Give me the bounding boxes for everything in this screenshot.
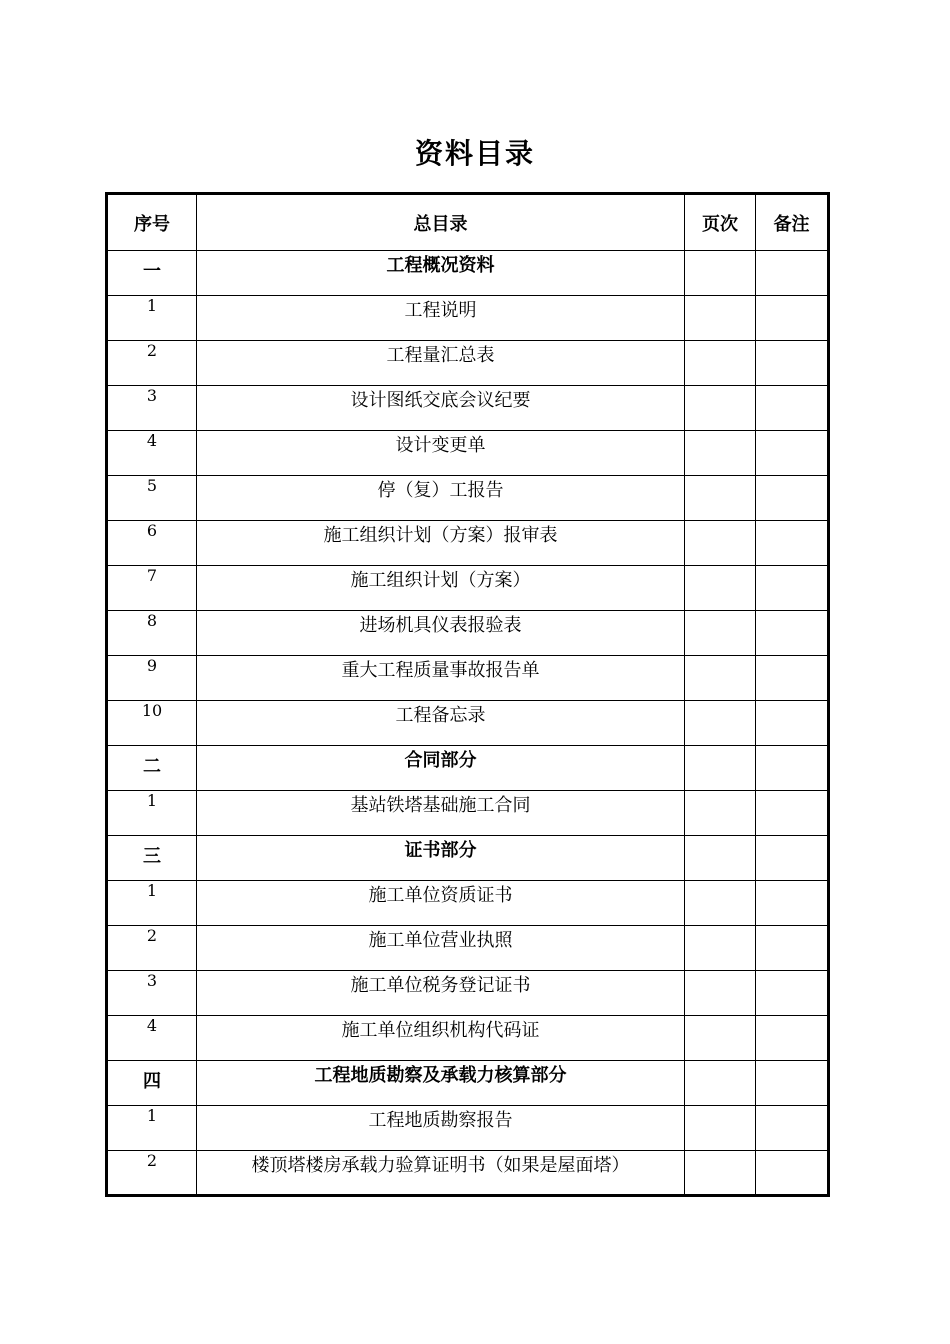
page-cell bbox=[685, 1016, 756, 1061]
header-page: 页次 bbox=[685, 194, 756, 251]
note-cell bbox=[756, 656, 829, 701]
row-index: 2 bbox=[107, 341, 197, 386]
table-row bbox=[107, 431, 829, 476]
row-index: 2 bbox=[107, 926, 197, 971]
table-row bbox=[107, 656, 829, 701]
row-index: 1 bbox=[107, 881, 197, 926]
item-title: 基站铁塔基础施工合同 bbox=[197, 791, 685, 836]
table-row bbox=[107, 476, 829, 521]
item-title: 施工单位资质证书 bbox=[197, 881, 685, 926]
note-cell bbox=[756, 971, 829, 1016]
section-row bbox=[107, 1061, 829, 1106]
item-title: 停（复）工报告 bbox=[197, 476, 685, 521]
table-row bbox=[107, 566, 829, 611]
table-row bbox=[107, 1016, 829, 1061]
row-index: 6 bbox=[107, 521, 197, 566]
note-cell bbox=[756, 341, 829, 386]
row-index: 3 bbox=[107, 386, 197, 431]
section-title: 证书部分 bbox=[197, 836, 685, 881]
table-row bbox=[107, 791, 829, 836]
page-cell bbox=[685, 566, 756, 611]
header-index: 序号 bbox=[107, 194, 197, 251]
page-cell bbox=[685, 656, 756, 701]
page-cell bbox=[685, 1151, 756, 1196]
page-cell bbox=[685, 251, 756, 296]
item-title: 设计变更单 bbox=[197, 431, 685, 476]
table-row bbox=[107, 1151, 829, 1196]
row-index: 3 bbox=[107, 971, 197, 1016]
table-row bbox=[107, 611, 829, 656]
page-cell bbox=[685, 521, 756, 566]
page-cell bbox=[685, 1106, 756, 1151]
row-index: 2 bbox=[107, 1151, 197, 1196]
note-cell bbox=[756, 296, 829, 341]
section-row bbox=[107, 836, 829, 881]
item-title: 工程地质勘察报告 bbox=[197, 1106, 685, 1151]
note-cell bbox=[756, 701, 829, 746]
page-cell bbox=[685, 431, 756, 476]
note-cell bbox=[756, 926, 829, 971]
item-title: 施工组织计划（方案）报审表 bbox=[197, 521, 685, 566]
row-index: 1 bbox=[107, 791, 197, 836]
section-title: 合同部分 bbox=[197, 746, 685, 791]
row-index: 10 bbox=[107, 701, 197, 746]
note-cell bbox=[756, 476, 829, 521]
page-cell bbox=[685, 881, 756, 926]
row-index: 7 bbox=[107, 566, 197, 611]
item-title: 工程说明 bbox=[197, 296, 685, 341]
table-row bbox=[107, 521, 829, 566]
note-cell bbox=[756, 1151, 829, 1196]
row-index: 一 bbox=[107, 251, 197, 296]
catalog-table bbox=[105, 192, 830, 1197]
note-cell bbox=[756, 791, 829, 836]
page-cell bbox=[685, 746, 756, 791]
section-title: 工程地质勘察及承载力核算部分 bbox=[197, 1061, 685, 1106]
note-cell bbox=[756, 386, 829, 431]
header-catalog: 总目录 bbox=[197, 194, 685, 251]
row-index: 9 bbox=[107, 656, 197, 701]
row-index: 四 bbox=[107, 1061, 197, 1106]
note-cell bbox=[756, 1016, 829, 1061]
table-row bbox=[107, 881, 829, 926]
item-title: 楼顶塔楼房承载力验算证明书（如果是屋面塔） bbox=[197, 1151, 685, 1196]
page-cell bbox=[685, 341, 756, 386]
row-index: 8 bbox=[107, 611, 197, 656]
row-index: 1 bbox=[107, 296, 197, 341]
note-cell bbox=[756, 566, 829, 611]
item-title: 工程量汇总表 bbox=[197, 341, 685, 386]
section-row bbox=[107, 251, 829, 296]
note-cell bbox=[756, 1061, 829, 1106]
header-note: 备注 bbox=[756, 194, 829, 251]
section-title: 工程概况资料 bbox=[197, 251, 685, 296]
note-cell bbox=[756, 431, 829, 476]
table-row bbox=[107, 926, 829, 971]
page-cell bbox=[685, 926, 756, 971]
page-cell bbox=[685, 611, 756, 656]
note-cell bbox=[756, 521, 829, 566]
section-row bbox=[107, 746, 829, 791]
note-cell bbox=[756, 1106, 829, 1151]
note-cell bbox=[756, 746, 829, 791]
row-index: 二 bbox=[107, 746, 197, 791]
table-row bbox=[107, 701, 829, 746]
note-cell bbox=[756, 251, 829, 296]
page-cell bbox=[685, 971, 756, 1016]
page-cell bbox=[685, 701, 756, 746]
table-header-row bbox=[107, 194, 829, 251]
table-row bbox=[107, 1106, 829, 1151]
page-cell bbox=[685, 296, 756, 341]
item-title: 重大工程质量事故报告单 bbox=[197, 656, 685, 701]
item-title: 施工单位组织机构代码证 bbox=[197, 1016, 685, 1061]
item-title: 工程备忘录 bbox=[197, 701, 685, 746]
note-cell bbox=[756, 611, 829, 656]
row-index: 4 bbox=[107, 431, 197, 476]
page-cell bbox=[685, 386, 756, 431]
item-title: 施工组织计划（方案） bbox=[197, 566, 685, 611]
table-row bbox=[107, 341, 829, 386]
table-row bbox=[107, 971, 829, 1016]
row-index: 三 bbox=[107, 836, 197, 881]
item-title: 进场机具仪表报验表 bbox=[197, 611, 685, 656]
item-title: 设计图纸交底会议纪要 bbox=[197, 386, 685, 431]
table-row bbox=[107, 296, 829, 341]
page-cell bbox=[685, 476, 756, 521]
page-cell bbox=[685, 1061, 756, 1106]
page-cell bbox=[685, 791, 756, 836]
note-cell bbox=[756, 836, 829, 881]
row-index: 1 bbox=[107, 1106, 197, 1151]
row-index: 4 bbox=[107, 1016, 197, 1061]
note-cell bbox=[756, 881, 829, 926]
page-title: 资料目录 bbox=[414, 137, 535, 170]
item-title: 施工单位营业执照 bbox=[197, 926, 685, 971]
item-title: 施工单位税务登记证书 bbox=[197, 971, 685, 1016]
row-index: 5 bbox=[107, 476, 197, 521]
page-cell bbox=[685, 836, 756, 881]
table-row bbox=[107, 386, 829, 431]
